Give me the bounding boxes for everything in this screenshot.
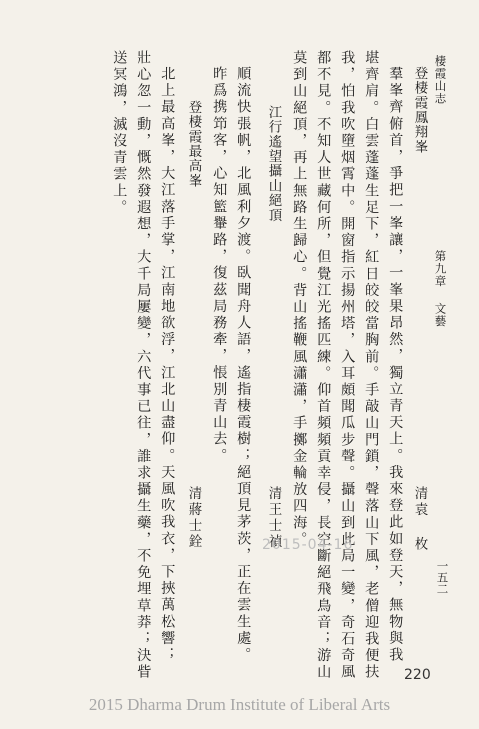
book-title-header: 棲霞山志 xyxy=(433,55,448,105)
poem-line: 我，怕我吹墮烟霄中。開窗指示揚州塔，入耳頗聞瓜步聲。攝山到此局一變，奇石奇風 xyxy=(339,50,356,681)
poem-author: 清王士禎 xyxy=(265,486,282,550)
date-stamp: 2015-04-16 xyxy=(262,537,354,553)
poem-line: 羣峯齊俯首，爭把一峯讓，一峯果昂然，獨立青天上。我來登此如登天，無物與我 xyxy=(387,66,404,664)
poem-author: 清蔣士銓 xyxy=(185,486,202,550)
poem-line: 壯心忽一動，慨然發遐想，大千局屢變，六代事已往，誰求攝生藥，不免埋草莽；決眥 xyxy=(135,50,152,681)
poem-title: 登棲霞最高峯 xyxy=(185,100,202,189)
poem-title: 江行遙望攝山絕頂 xyxy=(265,105,282,223)
poem-line: 莫到山絕頂，再上無路生歸心。背山搖鞭風瀟瀟，手擲金輪放四海。 xyxy=(291,50,308,548)
poem-title: 登棲霞鳳翔峯 xyxy=(411,66,428,155)
poem-line: 都不見。不知人世藏何所，但覺江光搖匹練。仰首頻頻貢幸侵，長空斷絕飛鳥音；游山 xyxy=(315,50,332,681)
poem-line: 送冥鴻，滅沒青雲上。 xyxy=(111,50,128,216)
page-number: 220 xyxy=(404,667,431,683)
poem-line: 昨爲携笻客，心知籃轝路，復茲局務牽，悵別青山去。 xyxy=(211,66,228,465)
poem-line: 堪齊肩。白雲蓬蓬生足下，紅日皎皎當胸前。手敲山門鎖，聲落山下風，老僧迎我便扶 xyxy=(363,50,380,681)
poem-author: 清袁 枚 xyxy=(411,486,428,553)
watermark: 2015 Dharma Drum Institute of Liberal Arts xyxy=(88,695,391,714)
poem-line: 北上最高峯，大江落手掌，江南地欲浮，江北山盡仰。天風吹我衣，下挾萬松響； xyxy=(159,66,176,664)
chinese-page-number: 一五二 xyxy=(435,560,450,595)
chapter-header: 第九章 文藝 xyxy=(433,250,448,328)
poem-line: 順流快張帆，北風利夕渡。臥聞舟人語，遙指棲霞樹；絕頂見茅茨，正在雲生處。 xyxy=(235,66,252,664)
